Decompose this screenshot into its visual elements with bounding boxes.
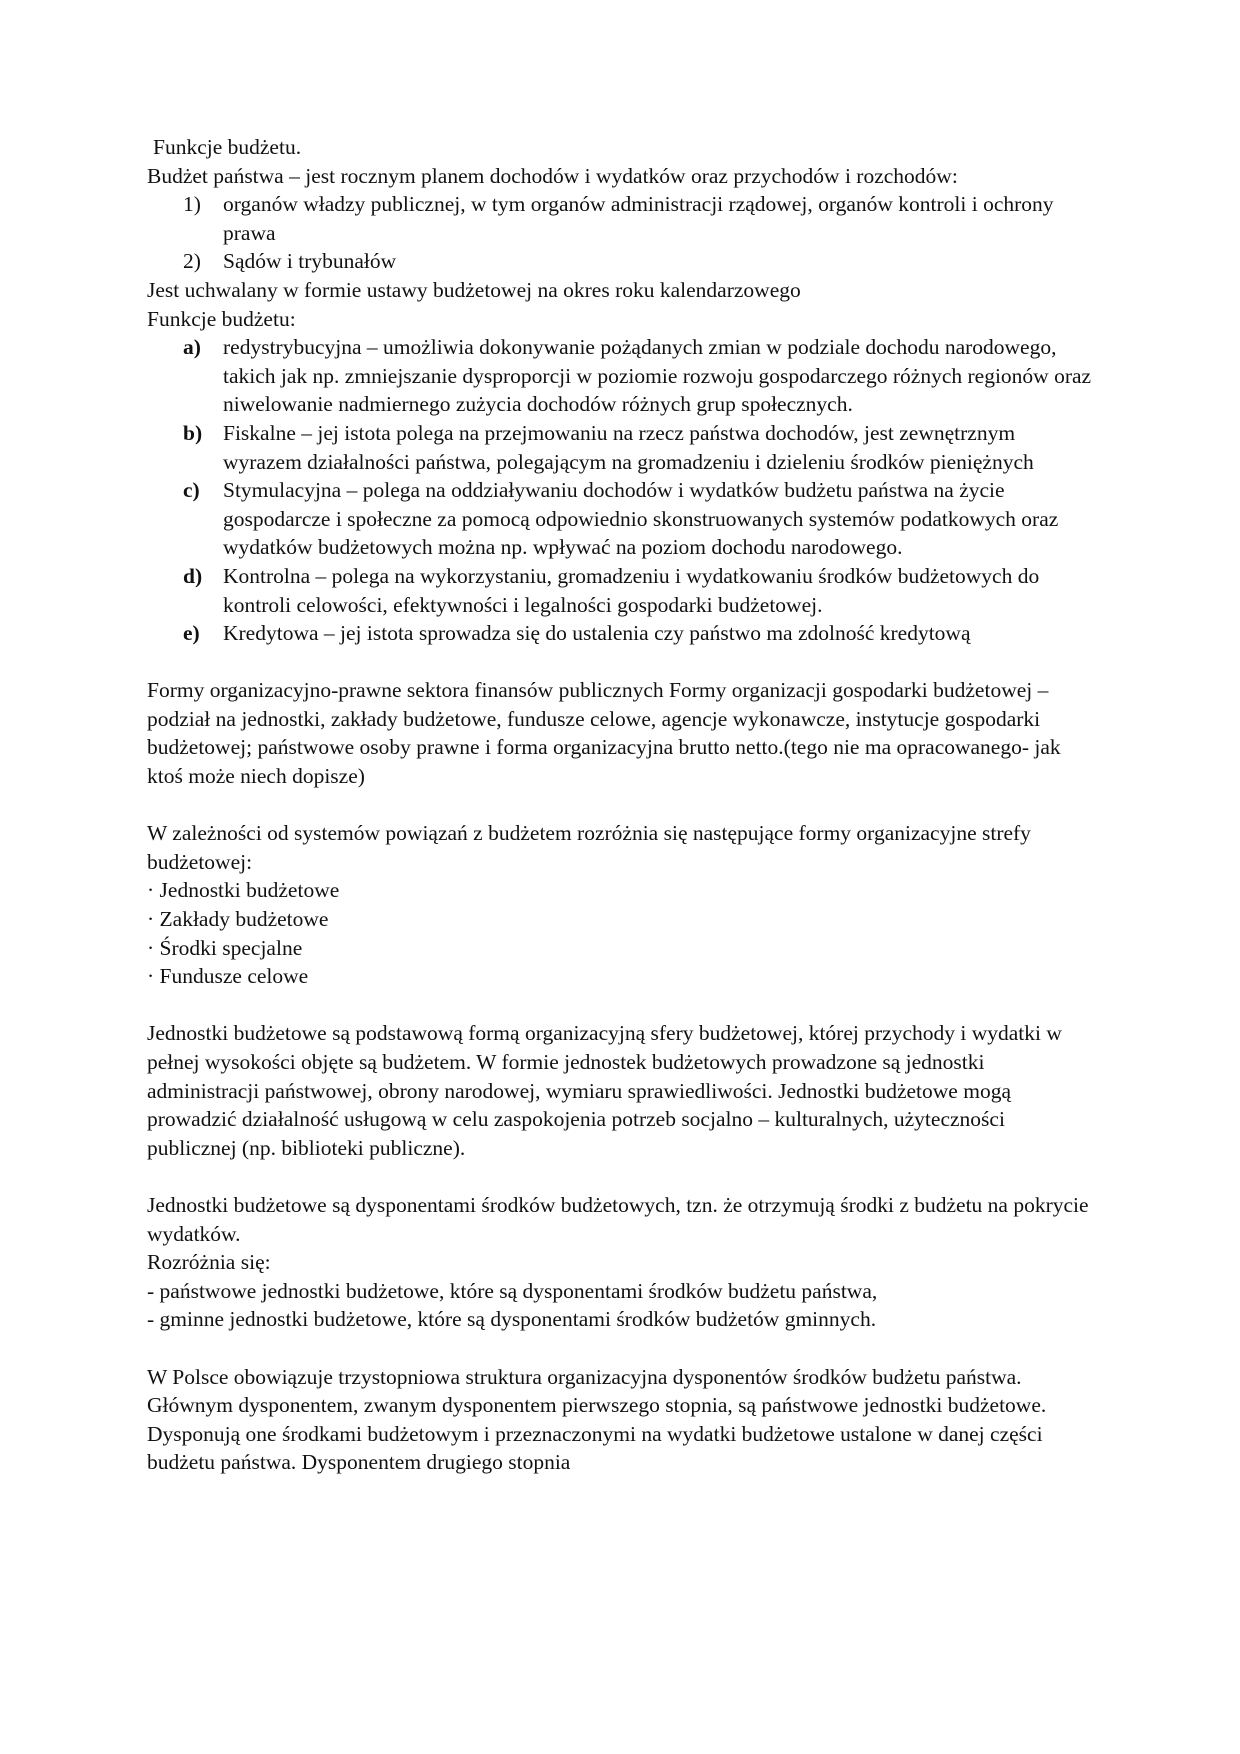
function-text: redystrybucyjna – umożliwia dokonywanie pożądanych zmian w podziale dochodu narodowego, takich jak np. zmniejszanie dysproporcji w poziomie rozwoju gospodarczego różnych regionów oraz niwelowanie nadmiernego zużycia dochodów różnych grup społecznych. xyxy=(223,335,1092,417)
list-item-text: Sądów i trybunałów xyxy=(223,249,397,274)
paragraph-gap xyxy=(147,791,1097,820)
list-marker: 2) xyxy=(183,249,201,274)
paragraph-gap xyxy=(147,991,1097,1020)
function-marker: e) xyxy=(183,621,200,646)
organ-list xyxy=(147,190,1097,276)
doc-title: Funkcje budżetu. xyxy=(153,135,302,159)
enactment-line: Jest uchwalany w formie ustawy budżetowej na okres roku kalendarzowego xyxy=(147,277,801,302)
distinguish-item: - państwowe jednostki budżetowe, które są dysponentami środków budżetu państwa, xyxy=(147,1278,878,1303)
function-marker: c) xyxy=(183,478,200,503)
function-text: Kredytowa – jej istota sprowadza się do ustalenia czy państwo ma zdolność kredytową xyxy=(223,621,971,646)
function-marker: d) xyxy=(183,563,203,588)
zone-form-item: · Fundusze celowe xyxy=(147,964,309,989)
list-marker: 1) xyxy=(183,192,201,217)
function-marker: b) xyxy=(183,420,203,445)
function-marker: a) xyxy=(183,335,201,360)
functions-heading: Funkcje budżetu: xyxy=(147,306,296,331)
zone-form-item: · Jednostki budżetowe xyxy=(147,878,340,903)
function-item xyxy=(147,333,1097,419)
paragraph-gap xyxy=(147,1162,1097,1191)
function-item xyxy=(147,619,1097,648)
functions-list xyxy=(147,333,1097,648)
function-text: Stymulacyjna – polega na oddziaływaniu dochodów i wydatków budżetu państwa na życie gospodarcze i społeczne za pomocą odpowiednio skonstruowanych systemów podatkowych oraz wydatków budżetowych można np. wpływać na poziom dochodu narodowego. xyxy=(223,478,1059,560)
zone-form-item: · Zakłady budżetowe xyxy=(147,907,329,932)
paragraph-gap xyxy=(147,648,1097,677)
distinguish-heading: Rozróżnia się: xyxy=(147,1250,271,1275)
function-item xyxy=(147,562,1097,619)
list-item xyxy=(147,190,1097,247)
function-item xyxy=(147,419,1097,476)
paragraph-gap xyxy=(147,1334,1097,1363)
function-item xyxy=(147,476,1097,562)
zone-form-item: · Środki specjalne xyxy=(147,935,303,960)
list-item xyxy=(147,247,1097,276)
forms-paragraph: Formy organizacyjno-prawne sektora finansów publicznych Formy organizacji gospodarki budżetowej – podział na jednostki, zakłady budżetowe, fundusze celowe, agencje wykonawcze, instytucje gospodarki budżetowej; państwowe osoby prawne i forma organizacyjna brutto netto.(tego nie ma opracowanego- jak ktoś może niech dopisze) xyxy=(147,678,1061,789)
list-item-text: organów władzy publicznej, w tym organów administracji rządowej, organów kontroli i ochrony prawa xyxy=(223,192,1054,245)
distinguish-item: - gminne jednostki budżetowe, które są dysponentami środków budżetów gminnych. xyxy=(147,1307,877,1332)
function-text: Kontrolna – polega na wykorzystaniu, gromadzeniu i wydatkowaniu środków budżetowych do kontroli celowości, efektywności i legalności gospodarki budżetowej. xyxy=(223,563,1040,617)
function-text: Fiskalne – jej istota polega na przejmowaniu na rzecz państwa dochodów, jest zewnętrznym wyrazem działalności państwa, polegającym na gromadzeniu i dzieleniu środków pieniężnych xyxy=(223,420,1034,474)
structure-paragraph: W Polsce obowiązuje trzystopniowa struktura organizacyjna dysponentów środków budżetu państwa. Głównym dysponentem, zwanym dysponentem pierwszego stopnia, są państwowe jednostki budżetowe. Dysponują one środkami budżetowym i przeznaczonymi na wydatki budżetowe ustalone w danej części budżetu państwa. Dysponentem drugiego stopnia xyxy=(147,1364,1047,1475)
document-body xyxy=(147,133,1097,1477)
budget-definition: Budżet państwa – jest rocznym planem dochodów i wydatków oraz przychodów i rozchodów: xyxy=(147,163,958,188)
units-paragraph: Jednostki budżetowe są podstawową formą organizacyjną sfery budżetowej, której przychody i wydatki w pełnej wysokości objęte są budżetem. W formie jednostek budżetowych prowadzone są jednostki administracji państwowej, obrony narodowej, wymiaru sprawiedliwości. Jednostki budżetowe mogą prowadzić działalność usługową w celu zaspokojenia potrzeb socjalno – kulturalnych, użyteczności publicznej (np. biblioteki publiczne). xyxy=(147,1021,1062,1160)
disposers-paragraph: Jednostki budżetowe są dysponentami środków budżetowych, tzn. że otrzymują środki z budżetu na pokrycie wydatków. xyxy=(147,1192,1089,1246)
dependence-intro: W zależności od systemów powiązań z budżetem rozróżnia się następujące formy organizacyjne strefy budżetowej: xyxy=(147,821,1031,874)
